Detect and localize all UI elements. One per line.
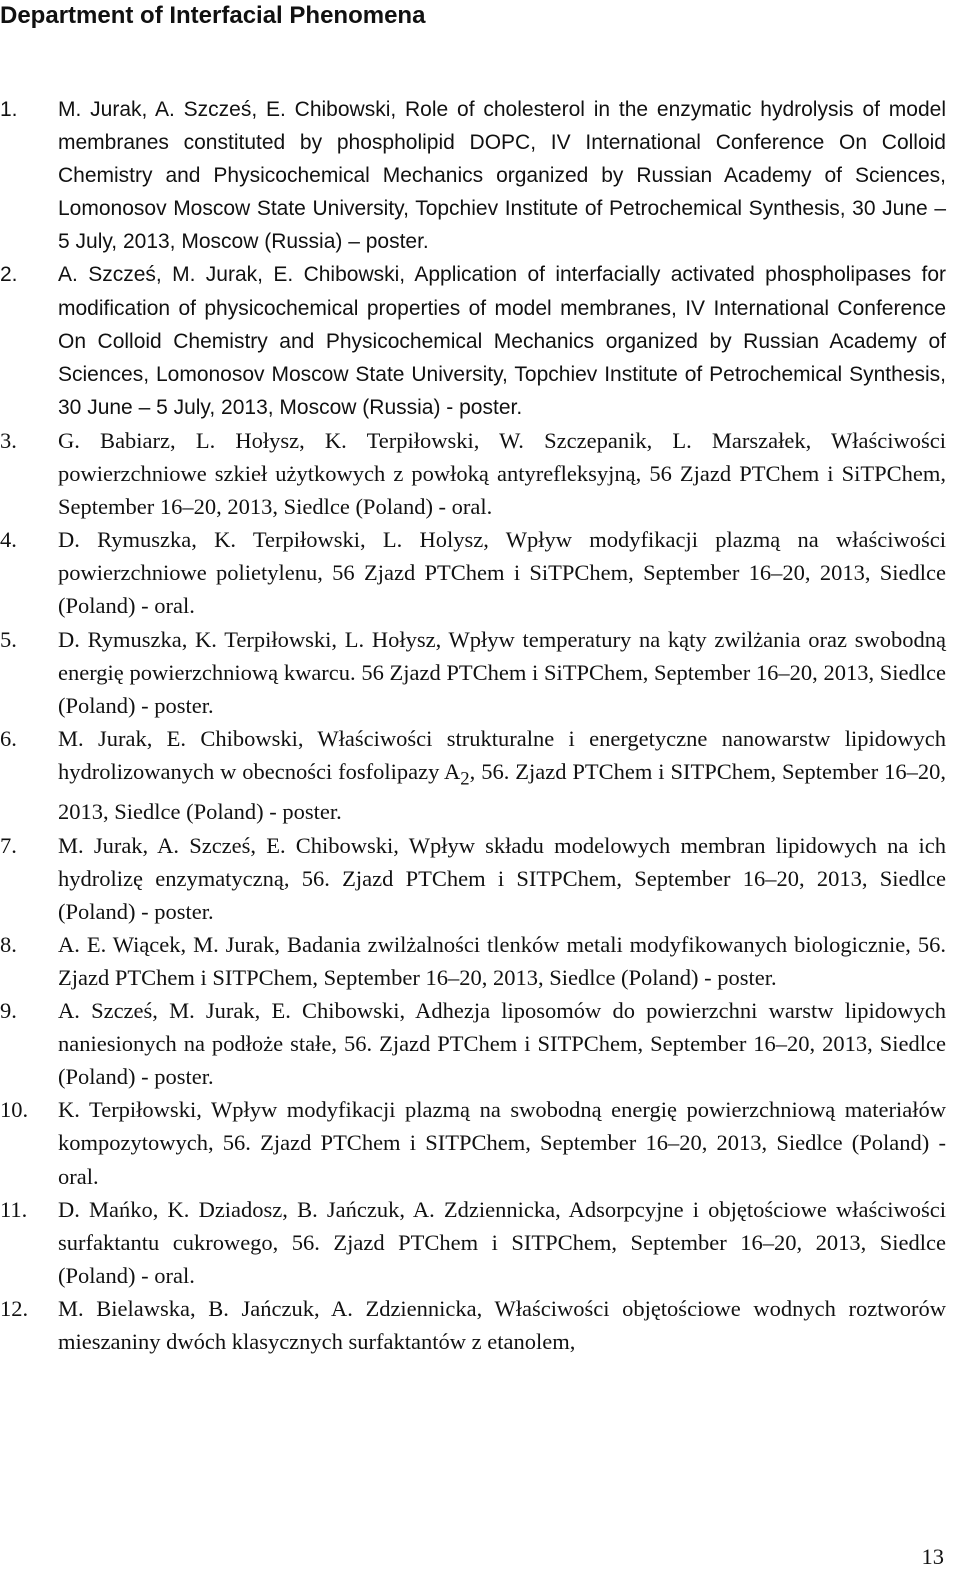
item-text: D. Mańko, K. Dziadosz, B. Jańczuk, A. Zdziennicka, Adsorpcyjne i objętościowe właściwości surfaktantu cukrowego, 56. Zjazd PTChem i SITPChem, September 16–20, 2013, Siedlce (Poland) - oral. xyxy=(58,1196,946,1288)
list-item xyxy=(0,623,946,722)
item-number: 4. xyxy=(0,527,17,553)
list-item xyxy=(0,258,946,423)
item-number: 5. xyxy=(0,626,17,652)
item-text: A. Szcześ, M. Jurak, E. Chibowski, Adhezja liposomów do powierzchni warstw lipidowych naniesionych na podłoże stałe, 56. Zjazd PTChem i SITPChem, September 16–20, 2013, Siedlce (Poland) - poster. xyxy=(58,998,946,1090)
item-text-continued: , 56. Zjazd PTChem i SITPChem, September 16–20, 2013, Siedlce (Poland) - poster. xyxy=(58,758,946,825)
list-item xyxy=(0,722,946,829)
item-number: 7. xyxy=(0,832,17,858)
list-item xyxy=(0,1093,946,1192)
list-item xyxy=(0,928,946,994)
item-number: 3. xyxy=(0,427,17,453)
item-text: A. Szcześ, M. Jurak, E. Chibowski, Application of interfacially activated phospholipases for modification of physicochemical properties of model membranes, IV International Conference On Colloid Chemistry and Physicochemical Mechanics organized by Russian Academy of Sciences, Lomonosov Moscow State University, Topchiev Institute of Petrochemical Synthesis, 30 June – 5 July, 2013, Moscow (Russia) - poster. xyxy=(58,263,946,419)
item-text: M. Jurak, A. Szcześ, E. Chibowski, Role of cholesterol in the enzymatic hydrolysis of model membranes constituted by phospholipid DOPC, IV International Conference On Colloid Chemistry and Physicochemical Mechanics organized by Russian Academy of Sciences, Lomonosov Moscow State University, Topchiev Institute of Petrochemical Synthesis, 30 June – 5 July, 2013, Moscow (Russia) – poster. xyxy=(58,98,946,254)
page-number: 13 xyxy=(921,1544,944,1569)
item-number: 10. xyxy=(0,1097,29,1123)
item-number: 2. xyxy=(0,263,18,287)
item-number: 1. xyxy=(0,98,18,121)
page-heading: Department of Interfacial Phenomena xyxy=(0,2,426,29)
item-text: M. Jurak, E. Chibowski, Właściwości strukturalne i energetyczne nanowarstw lipidowych hydrolizowanych w obecności fosfolipazy A xyxy=(58,725,946,784)
item-text: M. Jurak, A. Szcześ, E. Chibowski, Wpływ składu modelowych membran lipidowych na ich hydrolizę enzymatyczną, 56. Zjazd PTChem i SITPChem, September 16–20, 2013, Siedlce (Poland) - poster. xyxy=(58,832,946,924)
list-item xyxy=(0,93,946,258)
item-text: K. Terpiłowski, Wpływ modyfikacji plazmą na swobodną energię powierzchniową materiałów kompozytowych, 56. Zjazd PTChem i SITPChem, September 16–20, 2013, Siedlce (Poland) - oral. xyxy=(58,1097,946,1189)
item-text: D. Rymuszka, K. Terpiłowski, L. Hołysz, Wpływ temperatury na kąty zwilżania oraz swobodną energię powierzchniową kwarcu. 56 Zjazd PTChem i SiTPChem, September 16–20, 2013, Siedlce (Poland) - poster. xyxy=(58,626,946,718)
item-number: 8. xyxy=(0,931,17,957)
list-item xyxy=(0,1292,946,1358)
list-item xyxy=(0,523,946,622)
item-number: 6. xyxy=(0,725,17,751)
item-number: 9. xyxy=(0,998,17,1024)
item-number: 12. xyxy=(0,1295,29,1321)
item-text: G. Babiarz, L. Hołysz, K. Terpiłowski, W. Szczepanik, L. Marszałek, Właściwości powierzchniowe szkieł użytkowych z powłoką antyrefleksyjną, 56 Zjazd PTChem i SiTPChem, September 16–20, 2013, Siedlce (Poland) - oral. xyxy=(58,427,946,520)
item-text: D. Rymuszka, K. Terpiłowski, L. Holysz, Wpływ modyfikacji plazmą na właściwości powierzchniowe polietylenu, 56 Zjazd PTChem i SiTPChem, September 16–20, 2013, Siedlce (Poland) - oral. xyxy=(58,527,946,619)
list-item xyxy=(0,994,946,1093)
item-number: 11. xyxy=(0,1196,28,1222)
item-text: M. Bielawska, B. Jańczuk, A. Zdziennicka, Właściwości objętościowe wodnych roztworów mieszaniny dwóch klasycznych surfaktantów z etanolem, xyxy=(58,1295,946,1354)
list-item xyxy=(0,829,946,928)
item-text: A. E. Wiącek, M. Jurak, Badania zwilżalności tlenków metali modyfikowanych biologicznie, 56. Zjazd PTChem i SITPChem, September 16–20, 2013, Siedlce (Poland) - poster. xyxy=(58,931,946,990)
subscript-text: 2 xyxy=(460,768,470,790)
list-item xyxy=(0,1193,946,1292)
list-item xyxy=(0,424,946,523)
publication-list xyxy=(0,93,946,1358)
